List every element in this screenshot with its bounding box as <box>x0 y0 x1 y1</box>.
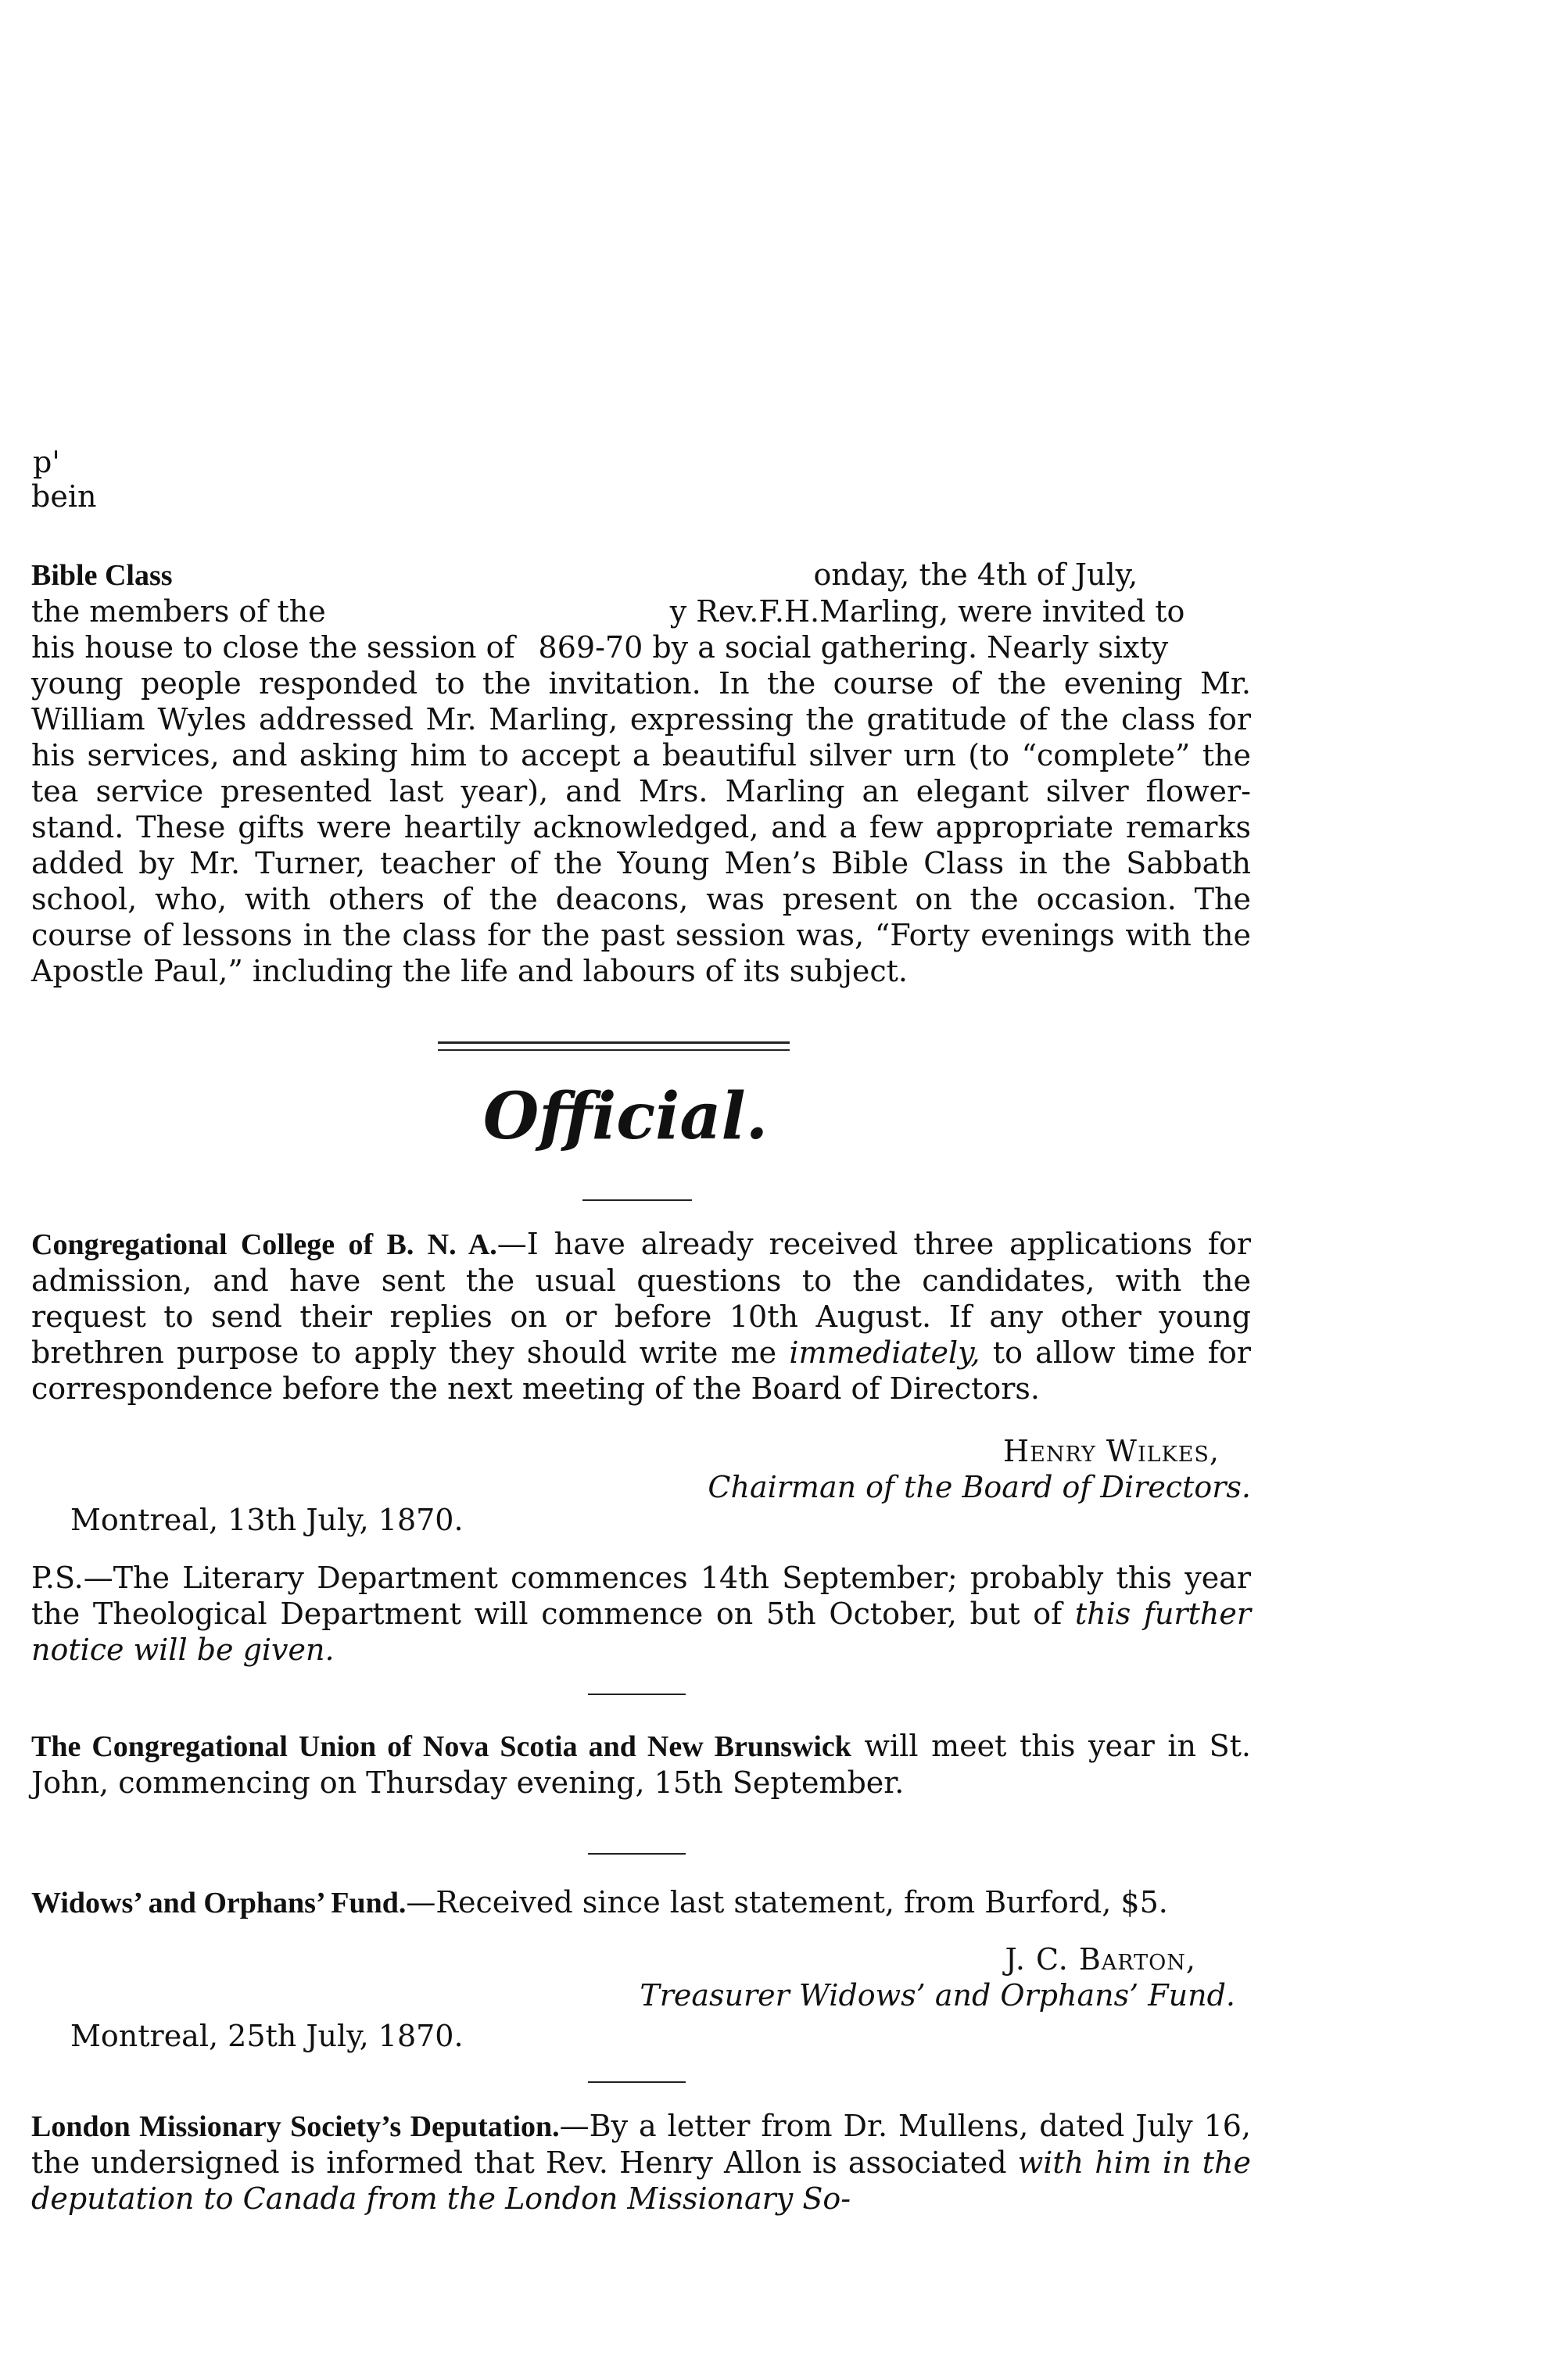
bible-class-line-2 <box>31 593 1251 629</box>
union-body: will meet this year in St. John, commencing on Thursday evening, 15th September. <box>31 1729 1251 1800</box>
college-place-date: Montreal, 13th July, 1870. <box>70 1503 464 1537</box>
college-body-emphasis: immediately, <box>789 1335 980 1370</box>
bible-class-line-3 <box>31 629 1251 665</box>
london-body-emphasis: with him in the deputation to Canada from the London Missionary So- <box>31 2145 1251 2216</box>
widows-heading: Widows’ and Orphans’ Fund. <box>31 1887 407 1919</box>
college-postscript <box>31 1560 1251 1668</box>
bible-class-line-3-end: 869-70 by a social gathering. Nearly sixty <box>538 630 1169 665</box>
london-body-a: —By a letter from Dr. Mullens, dated July 16, the undersigned is informed that Rev. Henry Allon is associated <box>31 2109 1251 2180</box>
section-title-official: Official. <box>482 1079 769 1154</box>
bible-class-line-1-end: onday, the 4th of July, <box>813 557 1138 592</box>
section-double-rule-bottom <box>438 1049 790 1051</box>
bible-class-line-1 <box>31 557 1251 593</box>
bible-class-heading: Bible Class <box>31 559 173 592</box>
london-heading: London Missionary Society’s Deputation. <box>31 2110 560 2143</box>
divider-2 <box>588 1853 686 1855</box>
widows-notice <box>31 1884 1251 2054</box>
divider-1 <box>588 1694 686 1695</box>
college-heading: Congregational College of B. N. A. <box>31 1228 497 1261</box>
fragment-bein: bein <box>31 479 97 514</box>
bible-class-body: young people responded to the invitation. In the course of the evening Mr. William Wyles addressed Mr. Marling, expressing the gratitude of the class for his services, and asking him to accept a beautiful silver urn (to “complete” the tea service presented last year), and Mrs. Marling an elegant silver flower-stand. These gifts were heartily acknowledged, and a few appropriate remarks added by Mr. Turner, teacher of the Young Men’s Bible Class in the Sabbath school, who, with others of the deacons, was present on the occasion. The course of lessons in the class for the past session was, “Forty evenings with the Apostle Paul,” including the life and labours of its subject. <box>31 666 1251 988</box>
college-body-b: to allow time for correspondence before the next meeting of the Board of Directors. <box>31 1335 1251 1406</box>
widows-signer-title: Treasurer Widows’ and Orphans’ Fund. <box>640 1978 1235 2013</box>
college-notice <box>31 1226 1251 1668</box>
college-body-a: —I have already received three applications for admission, and have sent the usual questions to the candidates, with the request to send their replies on or before 10th August. If any other young brethren purpose to apply they should write me <box>31 1227 1251 1370</box>
bible-class-line-3-start: his house to close the session of <box>31 630 515 665</box>
london-paragraph <box>31 2108 1251 2217</box>
london-notice <box>31 2108 1251 2217</box>
college-paragraph <box>31 1226 1251 1407</box>
union-heading: The Congregational Union of Nova Scotia and New Brunswick <box>31 1730 851 1763</box>
fragment-p-mark: p' <box>33 445 60 479</box>
divider-3 <box>588 2081 686 2083</box>
college-signer-title: Chairman of the Board of Directors. <box>708 1470 1251 1504</box>
college-ps-emphasis: this further notice will be given. <box>31 1597 1251 1667</box>
bible-class-line-2-end: y Rev.F.H.Marling, were invited to <box>669 594 1185 629</box>
bible-class-notice <box>31 557 1251 989</box>
union-paragraph <box>31 1728 1251 1801</box>
title-underline <box>582 1199 692 1201</box>
widows-signer: J. C. Barton, <box>1005 1942 1196 1977</box>
college-ps-text: P.S.—The Literary Department commences 14th September; probably this year the Theological Department will commence on 5th October, but of <box>31 1561 1251 1631</box>
section-double-rule-top <box>438 1041 790 1044</box>
widows-body: —Received since last statement, from Burford, $5. <box>406 1885 1168 1919</box>
college-signer: Henry Wilkes, <box>1003 1434 1220 1468</box>
widows-place-date: Montreal, 25th July, 1870. <box>70 2019 464 2053</box>
widows-paragraph <box>31 1884 1251 1921</box>
union-notice <box>31 1728 1251 1801</box>
bible-class-line-2-start: the members of the <box>31 594 326 629</box>
